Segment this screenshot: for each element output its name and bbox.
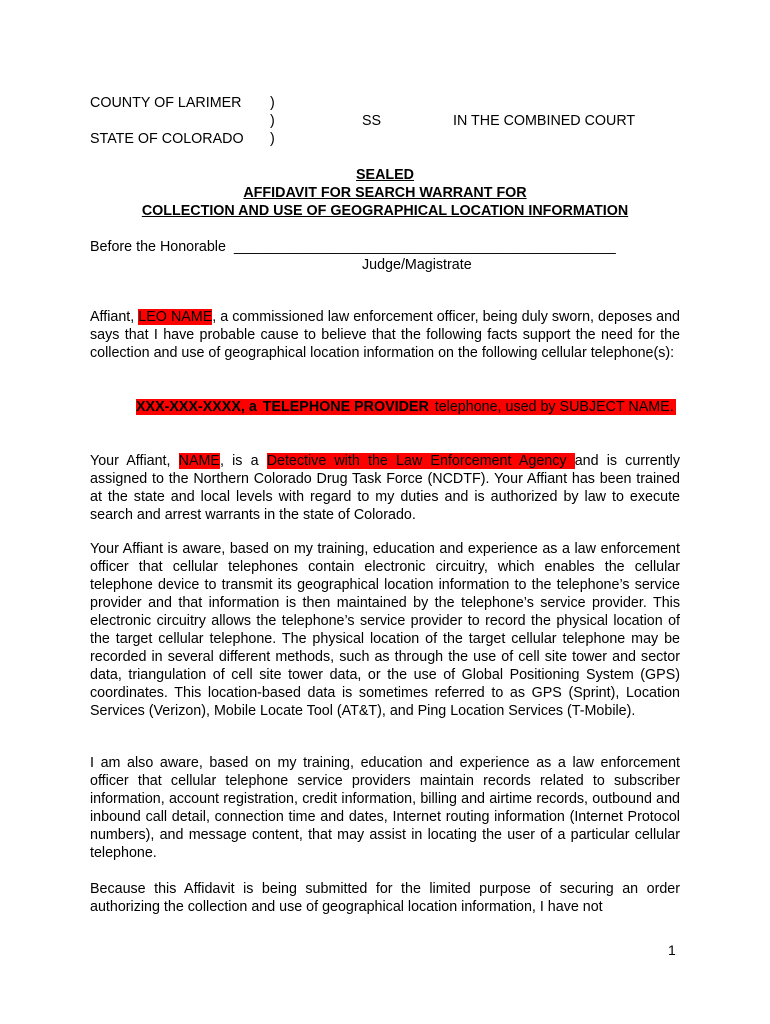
affiant-credentials-paragraph <box>90 452 680 524</box>
credentials-lead: Your Affiant, <box>90 453 179 469</box>
phone-number-placeholder: XXX-XXX-XXXX, a <box>136 399 261 415</box>
target-telephone <box>136 398 680 416</box>
ss-label: SS <box>362 113 382 129</box>
affiant-paragraph <box>90 308 680 362</box>
caption-paren: ) <box>270 131 275 147</box>
provider-placeholder: TELEPHONE PROVIDER <box>262 399 429 415</box>
affiant-rest: , a commissioned law enforcement officer, being duly sworn, deposes and says that I have probable cause to believe that the following facts support the need for the collection and use of geographical location information on the following cellular telephone(s): <box>90 309 681 361</box>
honorable-prefix: Before the Honorable <box>90 239 226 255</box>
title-line-1: AFFIDAVIT FOR SEARCH WARRANT FOR <box>243 185 527 201</box>
limited-purpose-paragraph: Because this Affidavit is being submitted for the limited purpose of securing an order authorizing the collection and use of geographical location information, I have not <box>90 881 680 915</box>
leo-name-placeholder: LEO NAME <box>138 309 213 325</box>
service-provider-records-paragraph: I am also aware, based on my training, education and experience as a law enforcement officer that cellular telephone service providers maintain records related to subscriber information, account registration, credit information, billing and airtime records, outbound and inbound call detail, connection time and dates, Internet routing information (Internet Protocol numbers), and message content, that may assist in locating the user of a particular cellular telephone. <box>90 755 680 861</box>
title-placeholder: Detective with the Law Enforcement Agency <box>266 453 575 469</box>
caption-paren: ) <box>270 113 275 129</box>
credentials-mid: , is a <box>219 453 267 469</box>
page-number: 1 <box>668 942 676 958</box>
cellular-circuitry-paragraph: Your Affiant is aware, based on my training, education and experience as a law enforcement officer that cellular telephones contain electronic circuitry, which enables the cellular telephone device to transmit its geographical location information to the telephone’s service provider and that information is then maintained by the telephone’s service provider. This electronic circuitry allows the telephone’s service provider to record the physical location of the target cellular telephone. The physical location of the target cellular telephone may be recorded in several different methods, such as through the use of cell site tower and sector data, triangulation of cell site tower data, or the use of Global Positioning System (GPS) coordinates. This location-based data is sometimes referred to as GPS (Sprint), Location Services (Verizon), Mobile Locate Tool (AT&T), and Ping Location Services (T-Mobile). <box>90 541 680 719</box>
name-placeholder: NAME <box>178 453 220 469</box>
credentials-rest: and is currently assigned to the Northern Colorado Drug Task Force (NCDTF). Your Affiant has been trained at the state and local levels with regard to my duties and is authorized by law to execute search and arrest warrants in the state of Colorado. <box>90 453 680 523</box>
title-line-2: COLLECTION AND USE OF GEOGRAPHICAL LOCATION INFORMATION <box>141 203 629 219</box>
state-label: STATE OF COLORADO <box>90 131 244 147</box>
judge-magistrate-label: Judge/Magistrate <box>362 257 472 273</box>
subject-name-placeholder: telephone, used by SUBJECT NAME. <box>430 399 674 415</box>
judge-signature-line: ________________________________________________ <box>234 239 616 255</box>
county-label: COUNTY OF LARIMER <box>90 95 242 111</box>
court-label: IN THE COMBINED COURT <box>453 113 636 129</box>
sealed-heading: SEALED <box>356 167 414 183</box>
affiant-lead: Affiant, <box>90 309 139 325</box>
caption-paren: ) <box>270 95 275 111</box>
document-title <box>90 166 680 220</box>
